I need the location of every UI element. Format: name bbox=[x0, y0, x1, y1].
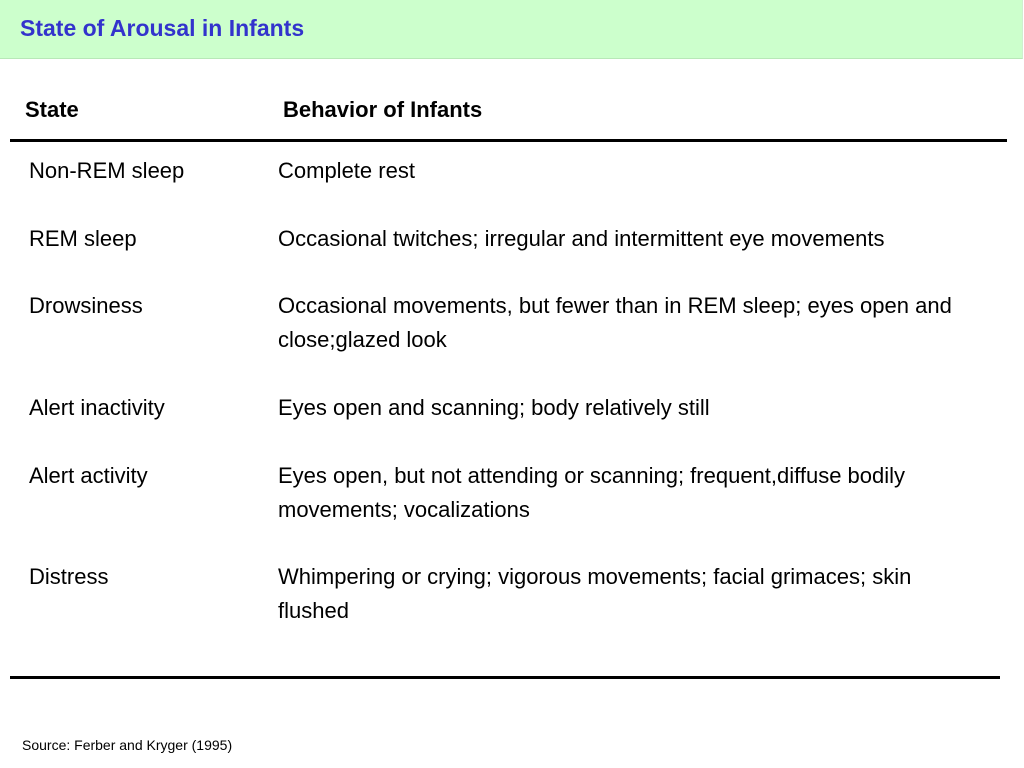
state-cell: Alert inactivity bbox=[29, 395, 165, 420]
behavior-cell: Whimpering or crying; vigorous movements; facial grimaces; skin flushed bbox=[278, 564, 912, 623]
table-row bbox=[0, 154, 1024, 188]
behavior-cell: Eyes open, but not attending or scanning; frequent,diffuse bodily movements; vocalizations bbox=[278, 463, 906, 522]
column-header-behavior: Behavior of Infants bbox=[283, 97, 483, 122]
table-row bbox=[0, 222, 1024, 256]
source-citation: Source: Ferber and Kryger (1995) bbox=[22, 737, 233, 753]
state-cell: REM sleep bbox=[29, 226, 137, 251]
table-row bbox=[0, 560, 1024, 628]
state-cell: Drowsiness bbox=[29, 293, 143, 318]
table-row bbox=[0, 459, 1024, 527]
table-bottom-rule bbox=[10, 676, 1000, 679]
slide-title: State of Arousal in Infants bbox=[20, 15, 305, 41]
behavior-cell: Occasional movements, but fewer than in REM sleep; eyes open and close;glazed look bbox=[278, 293, 952, 352]
table-row bbox=[0, 391, 1024, 425]
state-cell: Alert activity bbox=[29, 463, 148, 488]
title-bar bbox=[0, 0, 1023, 59]
behavior-cell: Occasional twitches; irregular and intermittent eye movements bbox=[278, 226, 885, 251]
state-cell: Distress bbox=[29, 564, 109, 589]
state-cell: Non-REM sleep bbox=[29, 158, 185, 183]
behavior-cell: Eyes open and scanning; body relatively still bbox=[278, 395, 710, 420]
behavior-cell: Complete rest bbox=[278, 158, 415, 183]
table-row bbox=[0, 289, 1024, 357]
column-header-state: State bbox=[25, 97, 79, 122]
table-body bbox=[0, 154, 1024, 628]
table-top-rule bbox=[10, 139, 1007, 142]
